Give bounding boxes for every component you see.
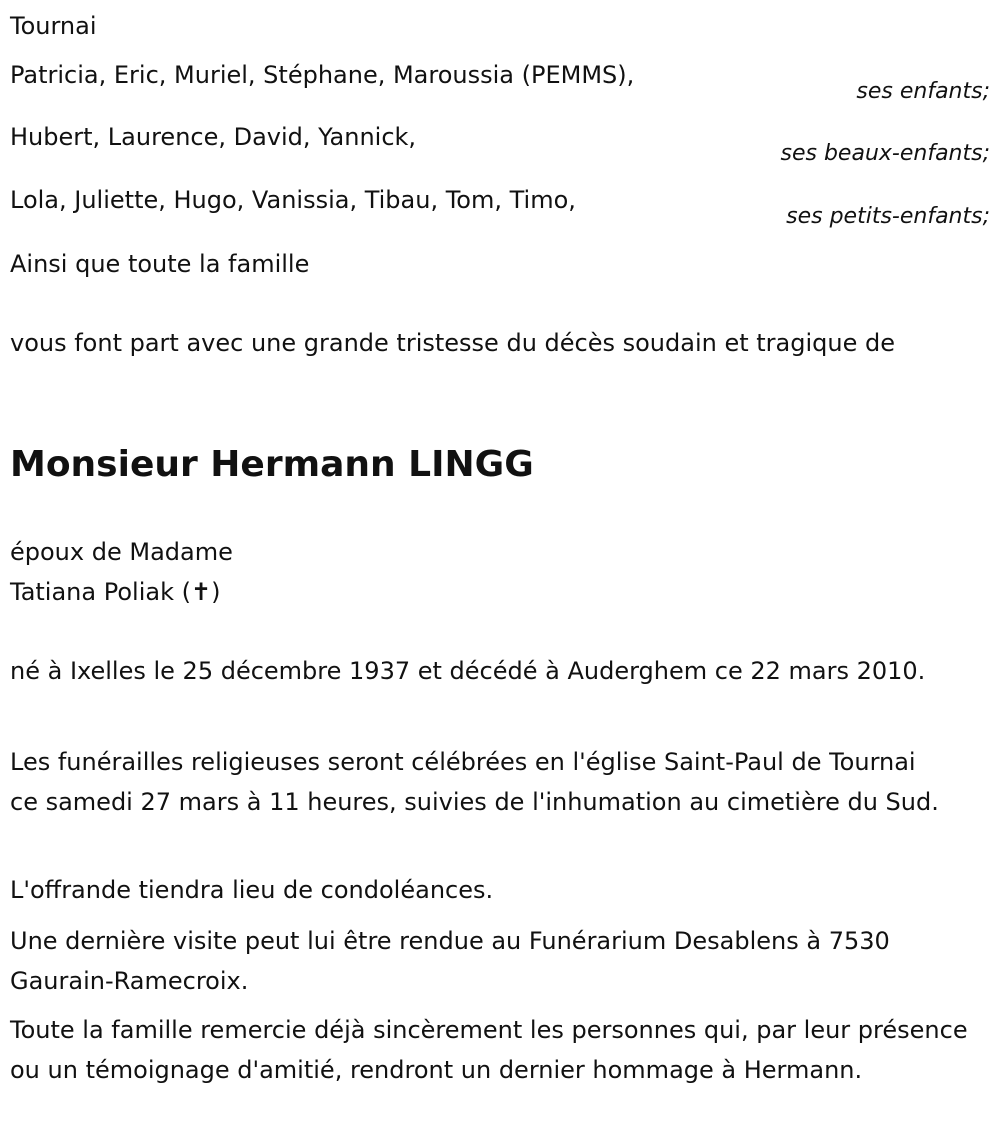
family-group-names: Patricia, Eric, Muriel, Stéphane, Maroussia (PEMMS), <box>10 61 635 89</box>
family-group-relation: ses petits-enfants; <box>786 204 990 229</box>
family-group-names: Lola, Juliette, Hugo, Vanissia, Tibau, Tom, Timo, <box>10 186 576 214</box>
family-closing: Ainsi que toute la famille <box>10 250 310 278</box>
spouse-name: Tatiana Poliak (✝) <box>10 578 221 606</box>
family-group-names: Hubert, Laurence, David, Yannick, <box>10 123 417 151</box>
birth-death-info: né à Ixelles le 25 décembre 1937 et décédé à Auderghem ce 22 mars 2010. <box>10 657 926 685</box>
family-group-children <box>10 55 990 115</box>
family-group-in-laws <box>10 117 990 177</box>
visit-note: Une dernière visite peut lui être rendue au Funérarium Desablens à 7530 Gaurain-Ramecroix. <box>10 927 890 995</box>
funeral-details: Les funérailles religieuses seront célébrées en l'église Saint-Paul de Tournai ce samedi 27 mars à 11 heures, suivies de l'inhumation au cimetière du Sud. <box>10 748 939 816</box>
offering-note: L'offrande tiendra lieu de condoléances. <box>10 876 494 904</box>
city-header: Tournai <box>10 12 97 40</box>
family-group-grandchildren <box>10 180 990 240</box>
deceased-name: Monsieur Hermann LINGG <box>10 444 534 485</box>
spouse-line: époux de Madame <box>10 538 233 566</box>
announcement-text: vous font part avec une grande tristesse du décès soudain et tragique de <box>10 329 895 357</box>
family-group-relation: ses beaux-enfants; <box>780 141 990 166</box>
thanks-note: Toute la famille remercie déjà sincèrement les personnes qui, par leur présence ou un témoignage d'amitié, rendront un dernier hommage à Hermann. <box>10 1016 968 1084</box>
family-group-relation: ses enfants; <box>856 79 990 104</box>
